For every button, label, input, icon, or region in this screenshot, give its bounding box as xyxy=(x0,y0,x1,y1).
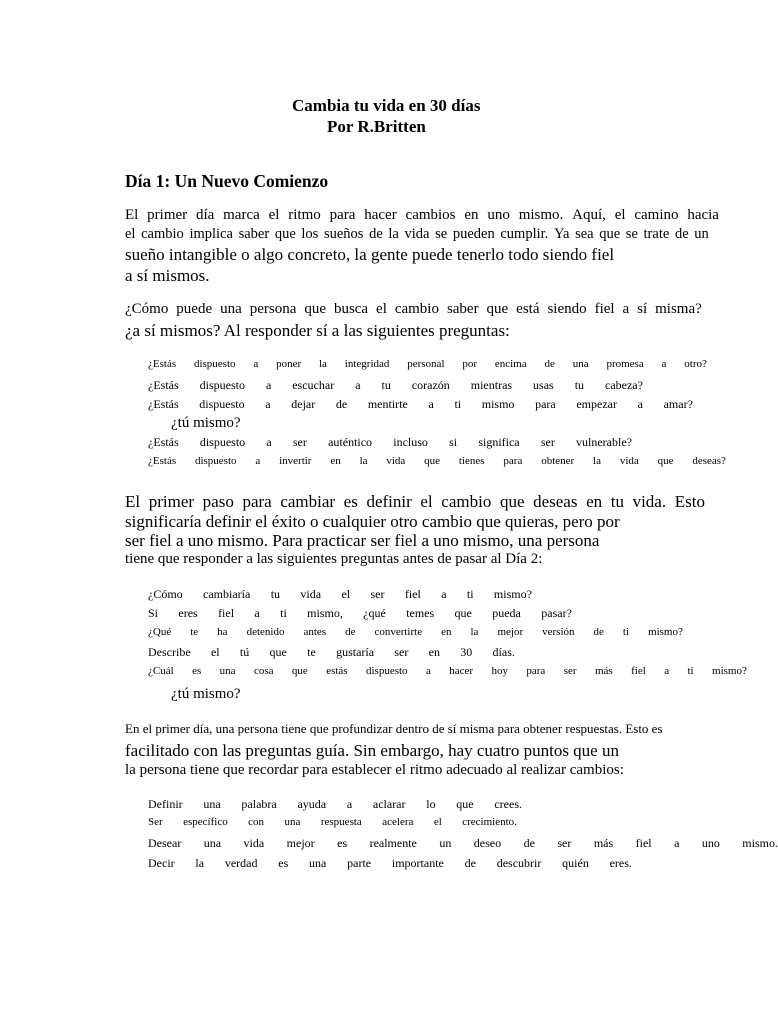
word: para xyxy=(242,492,272,511)
word: deseas xyxy=(533,492,578,511)
word: está xyxy=(516,301,540,317)
para4-line-1: En el primer día, una persona tiene que profundizar dentro de sí misma para obtener respuestas. Esto es xyxy=(125,721,663,736)
word: si xyxy=(449,435,458,449)
word: a xyxy=(428,397,434,411)
word: cambio xyxy=(394,301,439,317)
word: una xyxy=(572,358,589,370)
word: que xyxy=(499,492,525,511)
word: cambios xyxy=(405,207,456,223)
word: días. xyxy=(492,645,515,659)
word: mismo, xyxy=(307,606,343,620)
word: de xyxy=(523,836,535,850)
word: descubrir xyxy=(496,856,542,870)
word: gustaría xyxy=(336,645,375,659)
word: amar? xyxy=(663,397,693,411)
word: tienes xyxy=(458,455,485,467)
word: personal xyxy=(407,358,445,370)
word: deseo xyxy=(473,836,502,850)
word: mismo xyxy=(481,397,515,411)
word: ha xyxy=(217,626,228,638)
word: con xyxy=(248,816,265,828)
word: a xyxy=(253,358,259,370)
word: ti xyxy=(454,397,462,411)
word: ¿Cómo xyxy=(125,301,169,317)
word: pasar? xyxy=(541,606,572,620)
word: temes xyxy=(406,606,435,620)
word: escuchar xyxy=(292,378,335,392)
word: Desear xyxy=(148,836,182,850)
word: respuesta xyxy=(320,816,362,828)
word: la xyxy=(359,455,368,467)
word: que xyxy=(486,301,509,317)
word: trate xyxy=(643,226,670,242)
word: más xyxy=(594,665,613,677)
word: la xyxy=(195,856,205,870)
list3-item-3 xyxy=(148,836,778,851)
word: 30 xyxy=(460,645,473,659)
word: a xyxy=(674,836,680,850)
word: mismo? xyxy=(712,665,747,677)
word: para xyxy=(329,207,356,223)
word: crecimiento. xyxy=(462,816,517,828)
word: a xyxy=(355,378,361,392)
word: significa xyxy=(478,435,520,449)
word: que xyxy=(304,301,326,317)
word: específico xyxy=(183,816,228,828)
word: auténtico xyxy=(328,435,373,449)
word: quién xyxy=(562,856,589,870)
word: promesa xyxy=(606,358,644,370)
word: Definir xyxy=(148,797,183,811)
word: siendo xyxy=(547,301,587,317)
word: más xyxy=(593,836,614,850)
word: un xyxy=(439,836,452,850)
word: persona xyxy=(249,301,297,317)
list1-item-2 xyxy=(148,378,643,393)
word: el xyxy=(420,492,433,511)
word: una xyxy=(309,856,327,870)
word: el xyxy=(614,207,626,223)
word: cambio xyxy=(441,492,492,511)
word: de xyxy=(593,626,604,638)
list1-item-5 xyxy=(148,455,726,467)
word: vida xyxy=(619,455,639,467)
word: ¿Estás xyxy=(148,358,177,370)
word: hacer xyxy=(364,207,397,223)
list2-item-3 xyxy=(148,626,683,638)
word: sí xyxy=(637,301,648,317)
word: en xyxy=(428,645,440,659)
word: cosa xyxy=(253,665,274,677)
word: saber xyxy=(238,226,270,242)
word: fiel xyxy=(404,587,421,601)
word: se xyxy=(435,226,448,242)
word: es xyxy=(343,492,358,511)
document-author: Por R.Britten xyxy=(327,117,426,136)
word: dispuesto xyxy=(199,397,245,411)
word: ser xyxy=(394,645,409,659)
word: en xyxy=(464,207,479,223)
word: a xyxy=(254,606,260,620)
word: uno xyxy=(701,836,720,850)
word: que xyxy=(599,226,621,242)
list2-item-5 xyxy=(148,665,747,677)
word: dejar xyxy=(291,397,316,411)
para1-line-4: a sí mismos. xyxy=(125,266,210,285)
word: poner xyxy=(276,358,302,370)
word: a xyxy=(441,587,447,601)
word: verdad xyxy=(224,856,258,870)
para4-line-3: la persona tiene que recordar para establecer el ritmo adecuado al realizar cambios: xyxy=(125,762,624,778)
word: busca xyxy=(333,301,369,317)
word: incluso xyxy=(393,435,428,449)
word: marca xyxy=(223,207,260,223)
word: acelera xyxy=(382,816,414,828)
list2-item-5-continuation: ¿tú mismo? xyxy=(171,686,241,702)
word: importante xyxy=(391,856,444,870)
word: se xyxy=(625,226,638,242)
word: te xyxy=(190,626,199,638)
word: te xyxy=(307,645,316,659)
word: ¿Estás xyxy=(148,455,177,467)
word: el xyxy=(210,645,220,659)
word: ¿Cuál xyxy=(148,665,174,677)
word: obtener xyxy=(541,455,575,467)
word: cumplir. xyxy=(500,226,549,242)
para2-line-1 xyxy=(125,301,702,318)
word: el xyxy=(268,207,280,223)
word: vulnerable? xyxy=(576,435,632,449)
word: una xyxy=(220,301,242,317)
word: ¿Estás xyxy=(148,397,179,411)
word: que xyxy=(424,455,441,467)
word: dispuesto xyxy=(193,358,236,370)
word: que xyxy=(657,455,674,467)
word: tu xyxy=(610,492,624,511)
word: a xyxy=(255,455,261,467)
word: ¿Cómo xyxy=(148,587,183,601)
word: hacer xyxy=(449,665,474,677)
word: otro? xyxy=(684,358,707,370)
word: Describe xyxy=(148,645,191,659)
word: la xyxy=(388,226,399,242)
word: los xyxy=(301,226,319,242)
list1-item-1 xyxy=(148,358,707,370)
list1-item-3-continuation: ¿tú mismo? xyxy=(171,415,241,431)
word: a xyxy=(346,797,353,811)
word: fiel xyxy=(218,606,235,620)
section-heading: Día 1: Un Nuevo Comienzo xyxy=(125,171,329,191)
word: uno xyxy=(487,207,510,223)
word: a xyxy=(265,397,271,411)
word: de xyxy=(369,226,383,242)
para3-line-4: tiene que responder a las siguientes preguntas antes de pasar al Día 2: xyxy=(125,551,543,567)
word: una xyxy=(284,816,301,828)
word: parte xyxy=(347,856,372,870)
word: es xyxy=(278,856,289,870)
word: a xyxy=(425,665,431,677)
word: eres. xyxy=(609,856,632,870)
word: vida xyxy=(243,836,265,850)
word: hoy xyxy=(491,665,508,677)
word: eres xyxy=(178,606,198,620)
word: de xyxy=(544,358,555,370)
word: mismo. xyxy=(518,207,564,223)
word: realmente xyxy=(369,836,417,850)
word: de xyxy=(335,397,348,411)
word: saber xyxy=(446,301,479,317)
word: paso xyxy=(202,492,234,511)
word: la xyxy=(318,358,327,370)
word: que xyxy=(456,797,474,811)
word: en xyxy=(330,455,341,467)
word: para xyxy=(535,397,556,411)
word: de xyxy=(464,856,476,870)
word: cambiar xyxy=(280,492,336,511)
word: fiel xyxy=(635,836,652,850)
word: puede xyxy=(176,301,213,317)
word: versión xyxy=(542,626,575,638)
word: ser xyxy=(557,836,572,850)
word: vida xyxy=(404,226,430,242)
word: la xyxy=(470,626,479,638)
word: palabra xyxy=(241,797,277,811)
word: a xyxy=(637,397,643,411)
word: a xyxy=(622,301,630,317)
word: fiel xyxy=(594,301,615,317)
word: antes xyxy=(303,626,327,638)
para4-line-2: facilitado con las preguntas guía. Sin embargo, hay cuatro puntos que un xyxy=(125,741,619,760)
word: el xyxy=(125,226,136,242)
word: es xyxy=(192,665,202,677)
word: primer xyxy=(148,492,195,511)
word: Esto xyxy=(674,492,705,511)
word: ¿Estás xyxy=(148,378,179,392)
list1-item-3 xyxy=(148,397,693,412)
word: en xyxy=(586,492,603,511)
word: estás xyxy=(326,665,348,677)
word: mismo? xyxy=(648,626,683,638)
word: para xyxy=(503,455,523,467)
word: integridad xyxy=(344,358,390,370)
word: primer xyxy=(147,207,188,223)
word: la xyxy=(593,455,601,467)
word: de xyxy=(674,226,689,242)
word: que xyxy=(291,665,308,677)
word: una xyxy=(219,665,236,677)
word: una xyxy=(203,836,222,850)
word: un xyxy=(694,226,709,242)
word: mientras xyxy=(470,378,513,392)
word: Ser xyxy=(148,816,163,828)
word: ti xyxy=(622,626,630,638)
word: mejor xyxy=(497,626,524,638)
list3-item-1 xyxy=(148,797,522,812)
word: fiel xyxy=(631,665,646,677)
word: de xyxy=(345,626,356,638)
word: hacia xyxy=(687,207,719,223)
word: en xyxy=(441,626,452,638)
word: ti xyxy=(280,606,287,620)
word: definir xyxy=(366,492,412,511)
word: vida xyxy=(386,455,406,467)
word: a xyxy=(661,358,667,370)
word: Si xyxy=(148,606,159,620)
para3-line-3: ser fiel a uno mismo. Para practicar ser fiel a uno mismo, una persona xyxy=(125,531,600,550)
word: invertir xyxy=(279,455,312,467)
word: Aquí, xyxy=(572,207,606,223)
para1-line-3: sueño intangible o algo concreto, la gente puede tenerlo todo siendo fiel xyxy=(125,245,615,264)
word: una xyxy=(203,797,221,811)
word: empezar xyxy=(576,397,617,411)
word: pueden xyxy=(452,226,495,242)
word: que xyxy=(269,645,287,659)
word: día xyxy=(195,207,215,223)
list3-item-4 xyxy=(148,856,632,871)
word: ritmo xyxy=(288,207,321,223)
word: mentirte xyxy=(367,397,408,411)
word: mismo? xyxy=(493,587,532,601)
word: vida. xyxy=(632,492,667,511)
word: dispuesto xyxy=(199,378,245,392)
word: ayuda xyxy=(297,797,327,811)
word: dispuesto xyxy=(194,455,237,467)
word: Ya xyxy=(553,226,570,242)
word: tu xyxy=(270,587,281,601)
word: ser xyxy=(563,665,577,677)
word: tú xyxy=(239,645,250,659)
word: el xyxy=(433,816,442,828)
word: deseas? xyxy=(692,455,726,467)
word: que xyxy=(454,606,472,620)
word: a xyxy=(265,378,272,392)
para2-line-2: ¿a sí mismos? Al responder sí a las siguientes preguntas: xyxy=(125,321,510,340)
word: Decir xyxy=(148,856,175,870)
word: tu xyxy=(381,378,391,392)
word: ti xyxy=(466,587,474,601)
para1-line-2 xyxy=(125,226,709,243)
word: ti xyxy=(687,665,694,677)
list2-item-1 xyxy=(148,587,532,602)
word: dispuesto xyxy=(199,435,246,449)
word: ser xyxy=(540,435,555,449)
word: aclarar xyxy=(372,797,406,811)
word: tu xyxy=(574,378,585,392)
para3-line-1 xyxy=(125,492,705,512)
word: por xyxy=(462,358,478,370)
word: El xyxy=(125,492,141,511)
word: convertirte xyxy=(374,626,423,638)
word: para xyxy=(526,665,546,677)
word: corazón xyxy=(411,378,450,392)
word: detenido xyxy=(246,626,285,638)
word: es xyxy=(337,836,348,850)
word: implica xyxy=(189,226,233,242)
word: sea xyxy=(575,226,594,242)
word: usas xyxy=(533,378,554,392)
word: encima xyxy=(494,358,527,370)
document-title: Cambia tu vida en 30 días xyxy=(292,96,481,115)
word: ser xyxy=(370,587,385,601)
word: mejor xyxy=(286,836,315,850)
word: cabeza? xyxy=(605,378,643,392)
word: el xyxy=(376,301,387,317)
word: que xyxy=(274,226,296,242)
list3-item-2 xyxy=(148,816,517,828)
word: sueños xyxy=(323,226,364,242)
list1-item-4 xyxy=(148,435,632,450)
word: lo xyxy=(426,797,436,811)
word: cambio xyxy=(141,226,184,242)
word: ¿Qué xyxy=(148,626,172,638)
para1-line-1 xyxy=(125,207,719,224)
word: misma? xyxy=(655,301,702,317)
word: ¿Estás xyxy=(148,435,179,449)
word: El xyxy=(125,207,139,223)
word: el xyxy=(341,587,351,601)
word: a xyxy=(664,665,670,677)
word: vida xyxy=(300,587,322,601)
word: mismo. xyxy=(742,836,778,850)
word: crees. xyxy=(494,797,522,811)
para3-line-2: significaría definir el éxito o cualquier otro cambio que quieras, pero por xyxy=(125,512,620,531)
word: pueda xyxy=(492,606,521,620)
list2-item-4 xyxy=(148,645,515,660)
list2-item-2 xyxy=(148,606,572,621)
word: ¿qué xyxy=(363,606,386,620)
word: dispuesto xyxy=(366,665,408,677)
word: cambiaría xyxy=(203,587,251,601)
word: ser xyxy=(292,435,307,449)
word: a xyxy=(266,435,272,449)
word: camino xyxy=(634,207,679,223)
